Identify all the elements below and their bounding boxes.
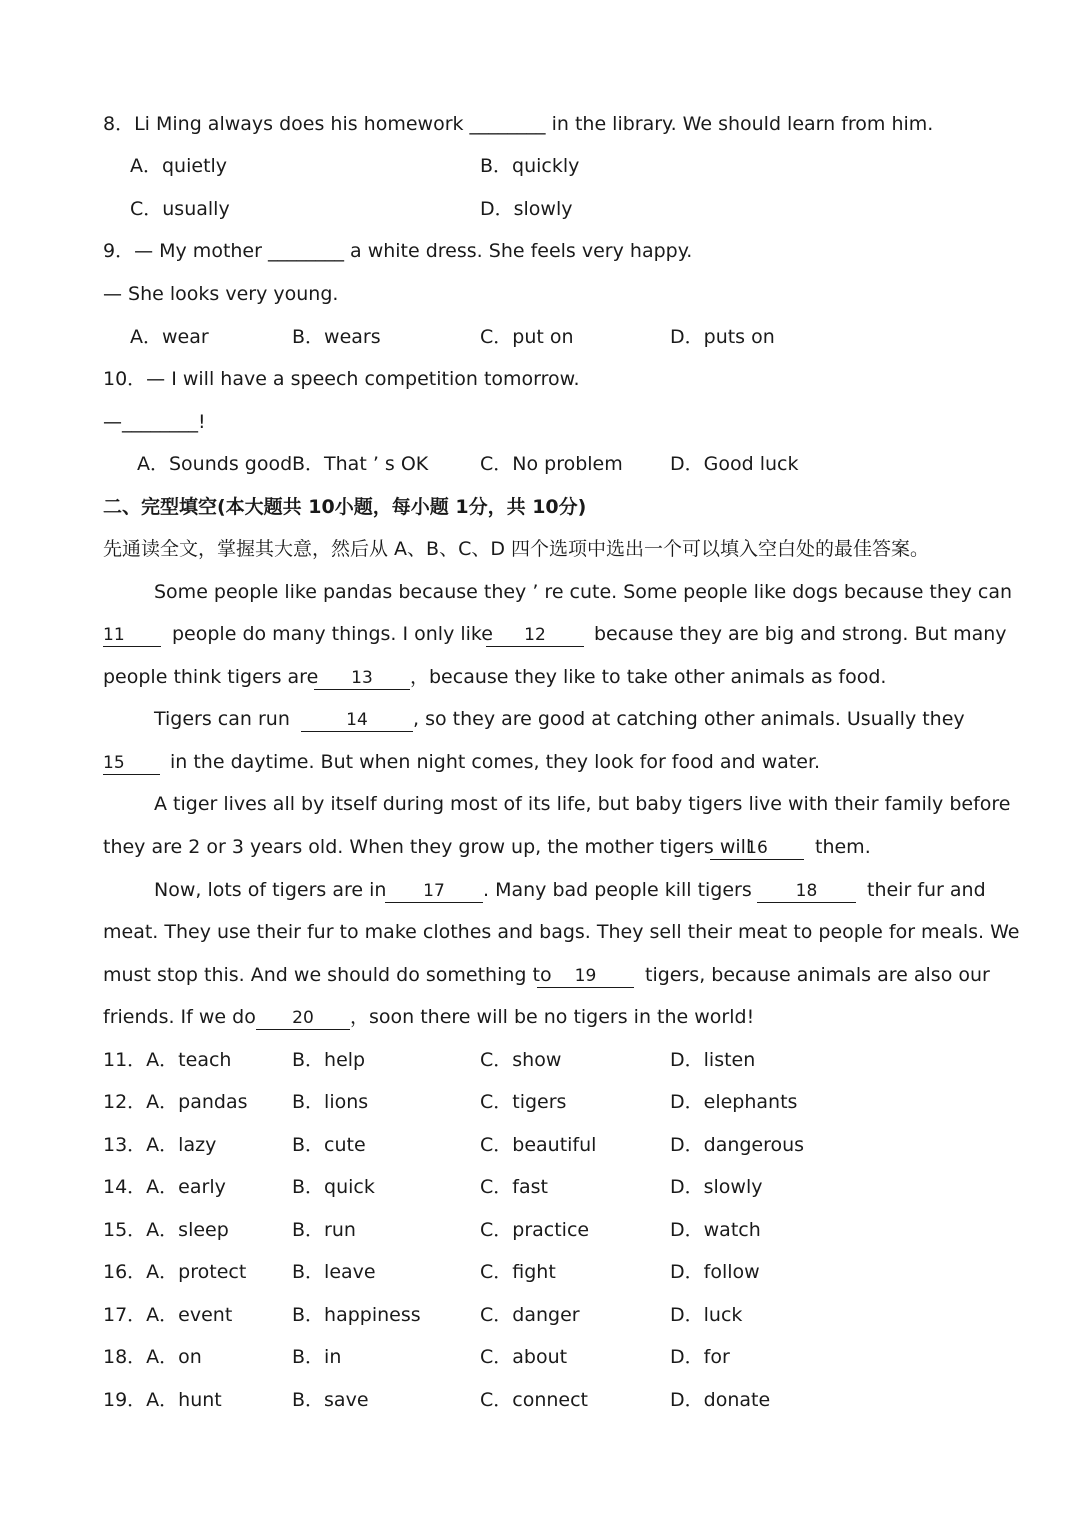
choice-row-18 (0, 1343, 1080, 1371)
blank-15-number: 15 (103, 752, 160, 775)
q10-option-a[interactable]: A．Sounds good (137, 453, 293, 475)
choice-b[interactable]: B．cute (292, 1134, 366, 1156)
passage-p2-line2 (0, 748, 1080, 776)
q8-options-row2 (0, 195, 1080, 223)
blank-11[interactable] (103, 620, 161, 648)
choice-c[interactable]: C．beautiful (480, 1134, 597, 1156)
choice-c[interactable]: C．fight (480, 1261, 556, 1283)
blank-12-number: 12 (486, 624, 584, 647)
passage-text: people think tigers are (103, 666, 319, 688)
passage-p4-line3 (0, 961, 1080, 989)
q9-reply (0, 280, 1080, 308)
passage-text: meat. They use their fur to make clothes and bags. They sell their meat to people for meals. We (103, 921, 1020, 943)
blank-12[interactable] (486, 620, 584, 648)
q9-option-a[interactable]: A．wear (130, 326, 209, 348)
choice-d[interactable]: D．for (670, 1346, 730, 1368)
choice-a[interactable]: 14．A．early (103, 1176, 226, 1198)
choice-b[interactable]: B．quick (292, 1176, 375, 1198)
q10-stem-text: 10．— I will have a speech competition tomorrow. (103, 368, 580, 390)
passage-p3-line2 (0, 833, 1080, 861)
blank-14-number: 14 (301, 709, 413, 732)
q9-stem-text: 9．— My mother ________ a white dress. She feels very happy. (103, 240, 693, 262)
choice-b[interactable]: B．happiness (292, 1304, 421, 1326)
passage-p1-line1 (0, 578, 1080, 606)
blank-13[interactable] (314, 663, 410, 691)
q10-options (0, 450, 1080, 478)
choice-c[interactable]: C．about (480, 1346, 568, 1368)
q9-stem (0, 237, 1080, 265)
blank-20-number: 20 (256, 1007, 350, 1030)
passage-text: their fur and (867, 879, 986, 901)
passage-text: , so they are good at catching other animals. Usually they (413, 708, 965, 730)
blank-17[interactable] (385, 876, 483, 904)
q8-stem-text: 8．Li Ming always does his homework ________ in the library. We should learn from him. (103, 113, 934, 135)
q9-option-d[interactable]: D．puts on (670, 326, 775, 348)
q8-option-a[interactable]: A．quietly (130, 155, 228, 177)
choice-row-16 (0, 1258, 1080, 1286)
q9-option-c[interactable]: C．put on (480, 326, 574, 348)
choice-b[interactable]: B．save (292, 1389, 369, 1411)
blank-17-number: 17 (385, 880, 483, 903)
choice-c[interactable]: C．fast (480, 1176, 548, 1198)
q10-option-c[interactable]: C．No problem (480, 453, 623, 475)
choice-row-14 (0, 1173, 1080, 1201)
choice-d[interactable]: D．luck (670, 1304, 743, 1326)
section-2-title (0, 493, 1080, 521)
passage-text: because they are big and strong. But many (594, 623, 1007, 645)
choice-c[interactable]: C．tigers (480, 1091, 567, 1113)
passage-text: Some people like pandas because they ’ re cute. Some people like dogs because they can (154, 581, 1013, 603)
blank-16[interactable] (710, 833, 804, 861)
choice-a[interactable]: 11．A．teach (103, 1049, 232, 1071)
section-2-title-text: 二、完型填空(本大题共 10小题，每小题 1分，共 10分) (103, 496, 587, 518)
passage-p1-line3 (0, 663, 1080, 691)
choice-a[interactable]: 16．A．protect (103, 1261, 247, 1283)
blank-16-number: 16 (710, 837, 804, 860)
passage-text: A tiger lives all by itself during most of its life, but baby tigers live with their family before (154, 793, 1011, 815)
blank-18-number: 18 (757, 880, 856, 903)
choice-d[interactable]: D．dangerous (670, 1134, 805, 1156)
passage-p4-line1 (0, 876, 1080, 904)
choice-a[interactable]: 13．A．lazy (103, 1134, 217, 1156)
passage-text: they are 2 or 3 years old. When they grow up, the mother tigers will (103, 836, 752, 858)
blank-11-number: 11 (103, 624, 161, 647)
passage-text: Tigers can run (154, 708, 290, 730)
choice-d[interactable]: D．elephants (670, 1091, 798, 1113)
passage-text: ，soon there will be no tigers in the world! (350, 1006, 755, 1028)
choice-row-17 (0, 1301, 1080, 1329)
passage-p4-line4 (0, 1003, 1080, 1031)
q9-options (0, 323, 1080, 351)
passage-text: people do many things. I only like (172, 623, 493, 645)
blank-15[interactable] (103, 748, 160, 776)
choice-b[interactable]: B．in (292, 1346, 342, 1368)
choice-b[interactable]: B．leave (292, 1261, 376, 1283)
choice-a[interactable]: 12．A．pandas (103, 1091, 248, 1113)
section-2-instruction (0, 535, 1080, 563)
blank-19-number: 19 (537, 965, 634, 988)
passage-p4-line2 (0, 918, 1080, 946)
q10-stem (0, 365, 1080, 393)
passage-text: ，because they like to take other animals as food. (410, 666, 887, 688)
choice-row-15 (0, 1216, 1080, 1244)
choice-d[interactable]: D．listen (670, 1049, 756, 1071)
choice-c[interactable]: C．show (480, 1049, 562, 1071)
choice-row-19 (0, 1386, 1080, 1414)
choice-d[interactable]: D．follow (670, 1261, 760, 1283)
passage-p1-line2 (0, 620, 1080, 648)
choice-b[interactable]: B．help (292, 1049, 366, 1071)
q8-option-d[interactable]: D．slowly (480, 198, 573, 220)
blank-18[interactable] (757, 876, 856, 904)
choice-row-11 (0, 1046, 1080, 1074)
choice-b[interactable]: B．run (292, 1219, 356, 1241)
q8-option-c[interactable]: C．usually (130, 198, 230, 220)
blank-19[interactable] (537, 961, 634, 989)
blank-14[interactable] (301, 705, 413, 733)
choice-a[interactable]: 18．A．on (103, 1346, 202, 1368)
section-2-instruction-text: 先通读全文，掌握其大意，然后从 A、B、C、D 四个选项中选出一个可以填入空白处的最佳答案。 (103, 538, 930, 560)
choice-d[interactable]: D．slowly (670, 1176, 763, 1198)
choice-d[interactable]: D．donate (670, 1389, 771, 1411)
q10-option-d[interactable]: D．Good luck (670, 453, 799, 475)
passage-text: in the daytime. But when night comes, they look for food and water. (170, 751, 821, 773)
blank-20[interactable] (256, 1003, 350, 1031)
passage-text: Now, lots of tigers are in (154, 879, 387, 901)
q8-option-b[interactable]: B．quickly (480, 155, 580, 177)
choice-row-13 (0, 1131, 1080, 1159)
q9-reply-text: — She looks very young. (103, 283, 339, 305)
q8-stem (0, 110, 1080, 138)
choice-c[interactable]: C．practice (480, 1219, 590, 1241)
passage-text: . Many bad people kill tigers (483, 879, 752, 901)
passage-text: must stop this. And we should do something to (103, 964, 552, 986)
passage-p3-line1 (0, 790, 1080, 818)
q9-option-b[interactable]: B．wears (292, 326, 381, 348)
choice-row-12 (0, 1088, 1080, 1116)
choice-a[interactable]: 15．A．sleep (103, 1219, 229, 1241)
passage-text: tigers, because animals are also our (645, 964, 990, 986)
q10-option-b[interactable]: B．That ’ s OK (292, 453, 429, 475)
choice-b[interactable]: B．lions (292, 1091, 369, 1113)
q8-options-row1 (0, 152, 1080, 180)
choice-c[interactable]: C．danger (480, 1304, 580, 1326)
choice-a[interactable]: 17．A．event (103, 1304, 233, 1326)
passage-text: them. (815, 836, 871, 858)
q10-reply-text: —________! (103, 411, 206, 433)
q10-reply (0, 408, 1080, 436)
choice-c[interactable]: C．connect (480, 1389, 589, 1411)
choice-a[interactable]: 19．A．hunt (103, 1389, 222, 1411)
passage-p2-line1 (0, 705, 1080, 733)
blank-13-number: 13 (314, 667, 410, 690)
passage-text: friends. If we do (103, 1006, 256, 1028)
choice-d[interactable]: D．watch (670, 1219, 761, 1241)
